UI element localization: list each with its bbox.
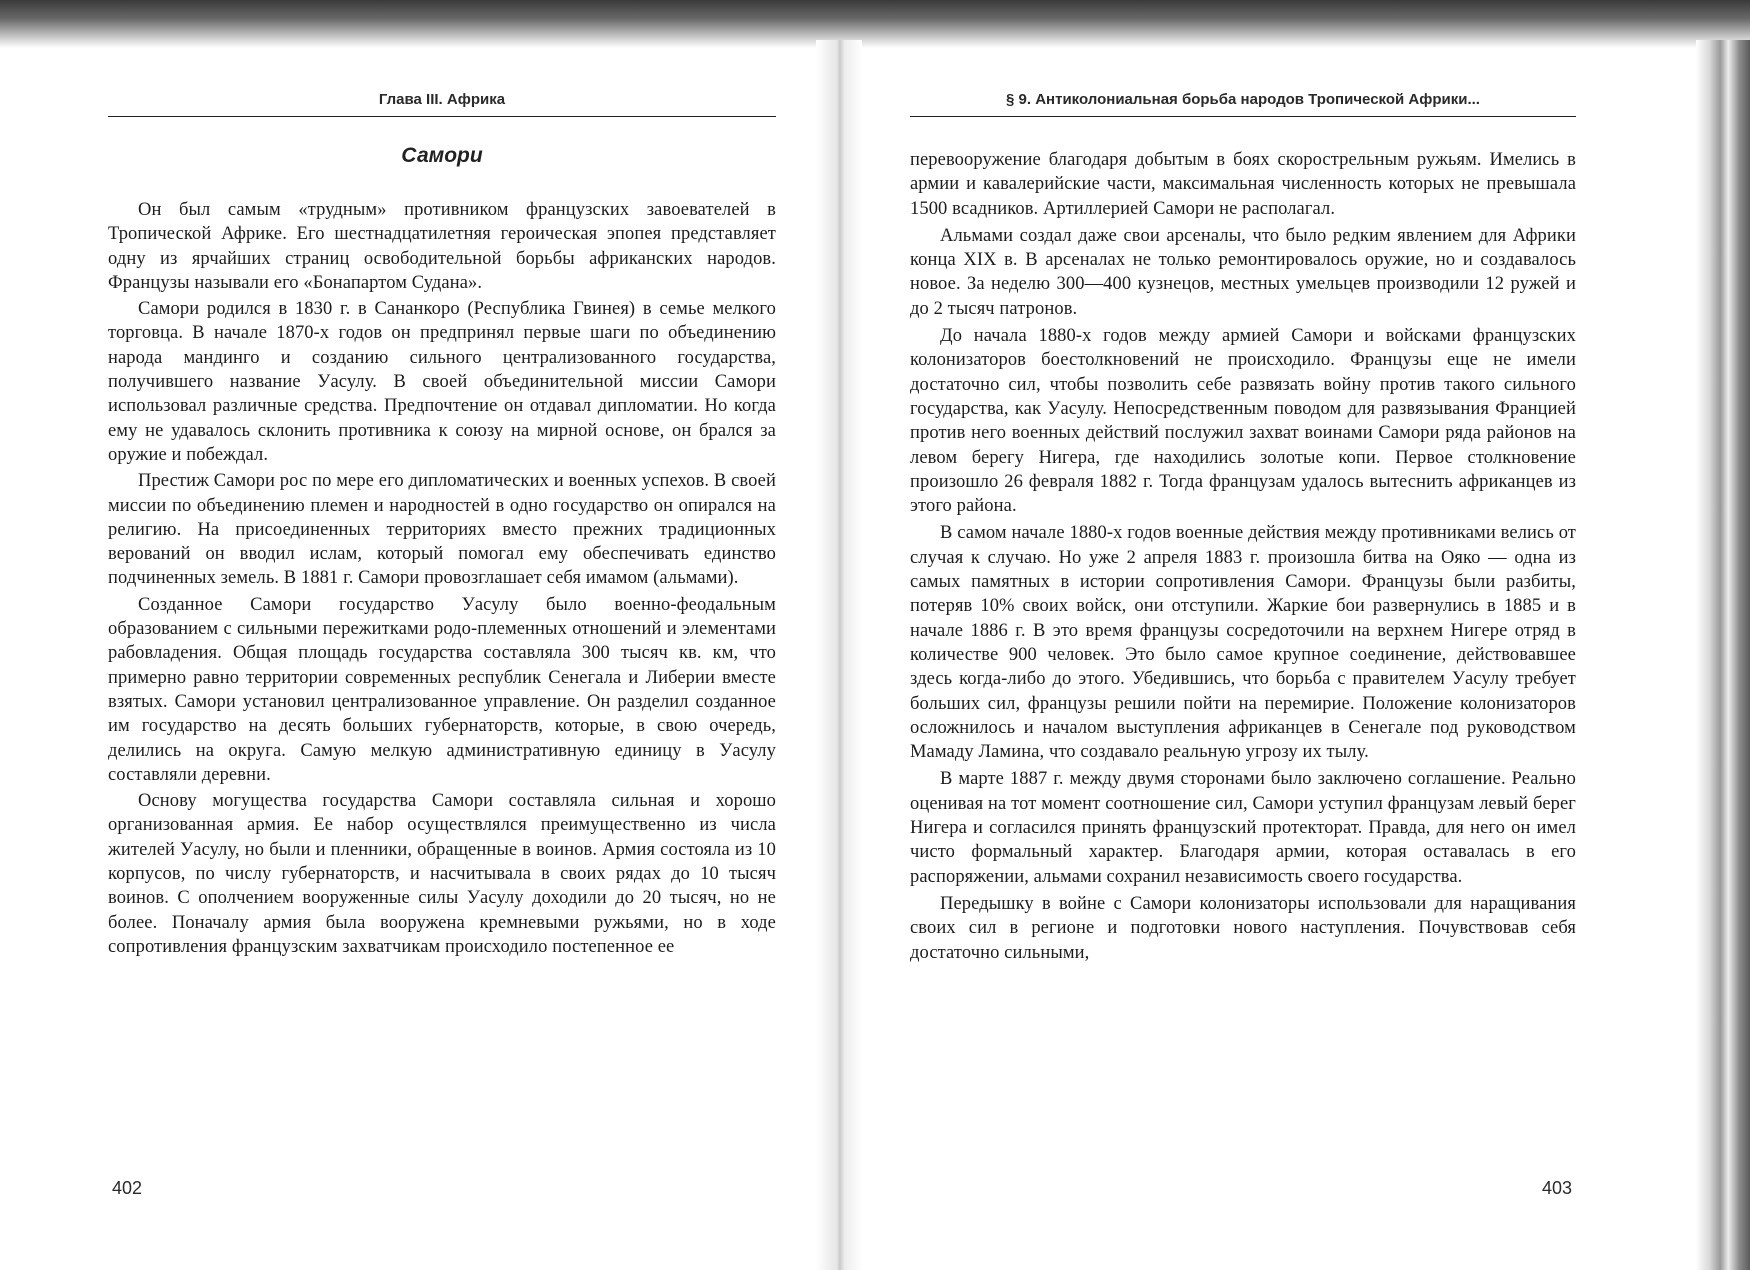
section-title: Самори: [401, 144, 483, 167]
book-gutter: [816, 40, 862, 1270]
paragraph: Передышку в войне с Самори колонизаторы использовали для наращивания своих сил в регионе и подготовки нового наступления. Почувствовав себя достаточно сильными,: [910, 893, 1576, 963]
scan-shadow-top: [0, 0, 1750, 48]
paragraph: В самом начале 1880-х годов военные действия между противниками велись от случая к случаю. Но уже 2 апреля 1883 г. произошла битва на Ояко — одна из самых памятных в истории сопротивления Самори. Французы были разбиты, потеряв 10% своих войск, они отступили. Жаркие бои развернулись в 1885 и в начале 1886 г. В это время французы сосредоточили на верхнем Нигере отряд в количестве 900 человек. Это было самое крупное соединение, действовавшее здесь когда-либо до этого. Убедившись, что борьба с правителем Уасулу требует больших сил, французы решили пойти на перемирие. Положение колонизаторов осложнилось и началом выступления африканцев в Сенегале под руководством Мамаду Ламина, что создавало реальную угрозу их тылу.: [910, 523, 1576, 763]
paragraph: Созданное Самори государство Уасулу было военно-феодальным образованием с сильными пережитками родо-племенных отношений и элементами рабовладения. Общая площадь государства составляла 300 тысяч кв. км, что примерно равно территории современных республик Сенегала и Либерии вместе взятых. Самори установил централизованное управление. Он разделил созданное им государство на десять больших губернаторств, которые, в свою очередь, делились на округа. Самую мелкую административную единицу в Уасулу составляли деревни.: [108, 594, 776, 785]
page-edges: [1696, 40, 1750, 1270]
paragraph: Основу могущества государства Самори составляла сильная и хорошо организованная армия. Ее набор осуществлялся преимущественно из числа жителей Уасулу, но были и пленники, обращенные в воинов. Армия состояла из 10 корпусов, по числу губернаторств, и насчитывала в своих рядах до 10 тысяч воинов. С ополчением вооруженные силы Уасулу доходили до 20 тысяч, но не более. Поначалу армия была вооружена кремневыми ружьями, но в ходе сопротивления французским захватчикам происходило постепенное ее: [108, 791, 776, 957]
page-number: 402: [112, 1178, 143, 1198]
paragraph: Престиж Самори рос по мере его дипломатических и военных успехов. В своей миссии по объединению племен и народностей в одно государство он опирался на религию. На присоединенных территориях вместо прежних традиционных верований он вводил ислам, который помогал ему обеспечивать единство подчиненных земель. В 1881 г. Самори провозглашает себя имамом (альмами).: [108, 471, 776, 589]
left-page: [108, 80, 776, 1260]
paragraph: Альмами создал даже свои арсеналы, что было редким явлением для Африки конца XIX в. В арсеналах не только ремонтировалось оружие, но и создавалось новое. За неделю 300—400 кузнецов, местных умельцев производили 12 ружей и до 2 тысяч патронов.: [910, 225, 1576, 319]
page-number: 403: [1541, 1178, 1572, 1198]
header-rule: [910, 116, 1576, 117]
running-head: § 9. Антиколониальная борьба народов Тропической Африки...: [1006, 91, 1480, 108]
paragraph: перевооружение благодаря добытым в боях скорострельным ружьям. Имелись в армии и кавалерийские части, максимальная численность которых не превышала 1500 всадников. Артиллерией Самори не располагал.: [910, 150, 1576, 219]
right-page: [910, 80, 1576, 1260]
body-text: [910, 148, 1576, 968]
body-text: [108, 198, 776, 961]
paragraph: В марте 1887 г. между двумя сторонами было заключено соглашение. Реально оценивая на тот момент соотношение сил, Самори уступил французам левый берег Нигера и согласился принять французский протекторат. Правда, для него он имел чисто формальный характер. Благодаря армии, которая оставалась в его распоряжении, альмами сохранил независимость своего государства.: [910, 769, 1576, 887]
paragraph: Самори родился в 1830 г. в Сананкоро (Республика Гвинея) в семье мелкого торговца. В начале 1870-х годов он предпринял первые шаги по объединению народа мандинго и созданию сильного централизованного государства, получившего название Уасулу. В своей объединительной миссии Самори использовал различные средства. Предпочтение он отдавал дипломатии. Но когда ему не удавалось склонить противника к союзу на мирной основе, он брался за оружие и побеждал.: [108, 299, 776, 465]
running-head: Глава III. Африка: [378, 91, 506, 108]
paragraph: До начала 1880-х годов между армией Самори и войсками французских колонизаторов боестолкновений не происходило. Французы еще не имели достаточно сил, чтобы позволить себе развязать войну против такого сильного государства, как Уасулу. Непосредственным поводом для развязывания Францией против него военных действий послужил захват воинами Самори ряда районов на левом берегу Нигера, где находились золотые копи. Первое столкновение произошло 26 февраля 1882 г. Тогда французам удалось вытеснить африканцев из этого района.: [910, 326, 1576, 517]
paragraph: Он был самым «трудным» противником французских завоевателей в Тропической Африке. Его шестнадцатилетняя героическая эпопея представляет одну из ярчайших страниц освободительной борьбы африканских народов. Французы называли его «Бонапартом Судана».: [108, 200, 776, 293]
header-rule: [108, 116, 776, 117]
